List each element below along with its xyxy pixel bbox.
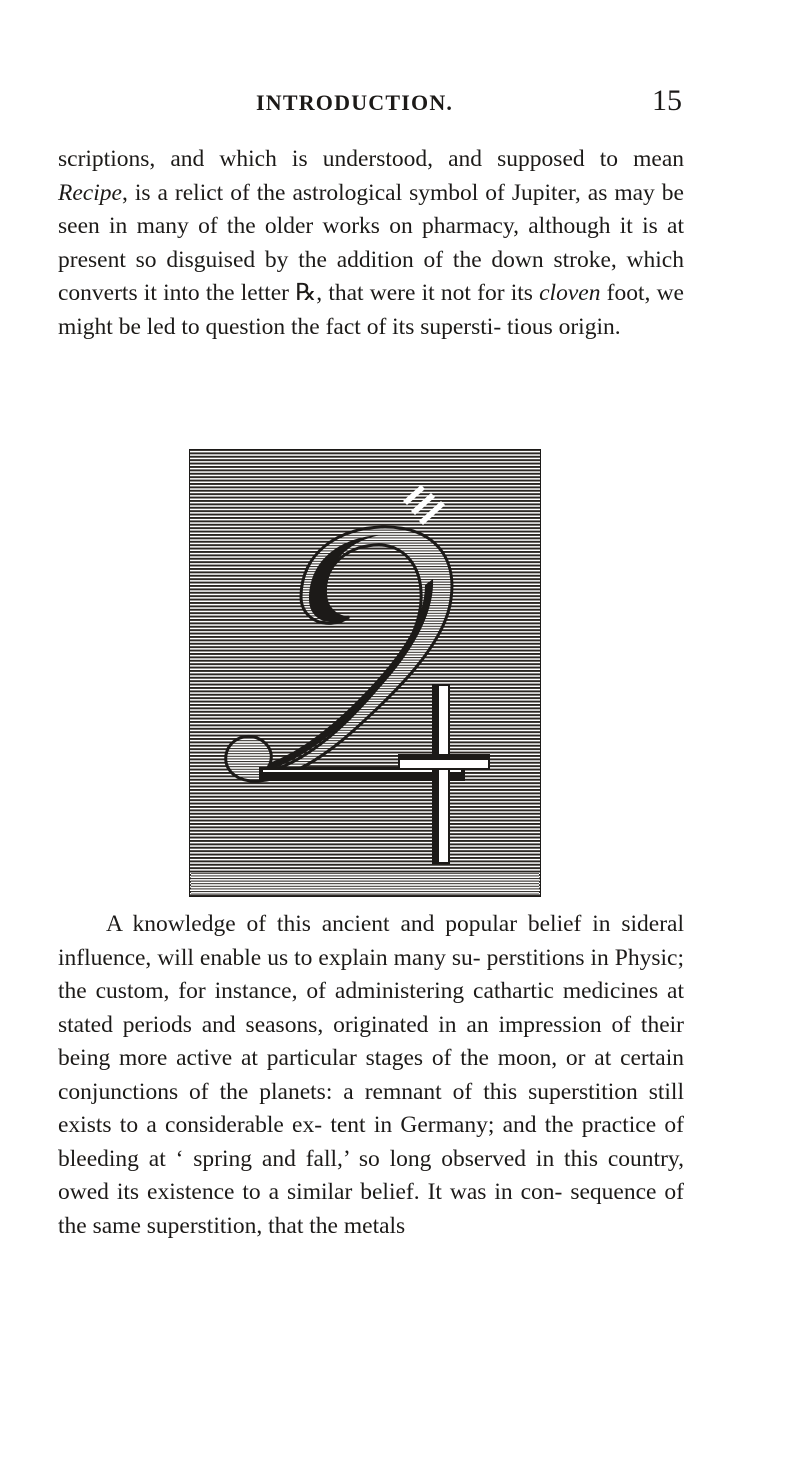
paragraph-2: A knowledge of this ancient and popular belief in sideral influence, will enable us to explain many su- perstitions in Physic; the custom, for instance, of administering cathartic medicines at stated periods and seasons, originated in an impression of their being more active at particular stages of the moon, or at certain conjunctions of the planets: a remnant of this superstition still exists to a considerable ex- tent in Germany; and the practice of bleeding at ‘ spring and fall,’ so long observed in this country, owed its existence to a similar belief. It was in con- sequence of the same superstition, that the metals <box>58 911 684 1239</box>
jupiter-symbol-icon <box>189 449 541 897</box>
running-title: INTRODUCTION. <box>256 90 454 115</box>
cloven-word: cloven <box>539 280 601 306</box>
jupiter-symbol-engraving <box>189 449 541 897</box>
paragraph-1 <box>58 143 684 344</box>
engraving-background <box>189 449 541 897</box>
recipe-word: Recipe <box>58 179 122 206</box>
paragraph-1-text-b: , is a relict of the astrological symbol of Jupiter, as may be seen in many of the older works on pharmacy, although it is at present so disguised by the addition of the down stroke, which converts it into the letter ℞, that were it not for its <box>58 179 684 306</box>
engraving-bottom-band <box>191 873 539 895</box>
running-head <box>0 84 800 130</box>
page-number: 15 <box>652 84 682 117</box>
paragraph-1-text-a: scriptions, and which is understood, and supposed to mean <box>58 146 684 172</box>
paragraph-1-text-c: foot, we might be led to question the fact of its supersti- tious origin. <box>58 280 684 340</box>
